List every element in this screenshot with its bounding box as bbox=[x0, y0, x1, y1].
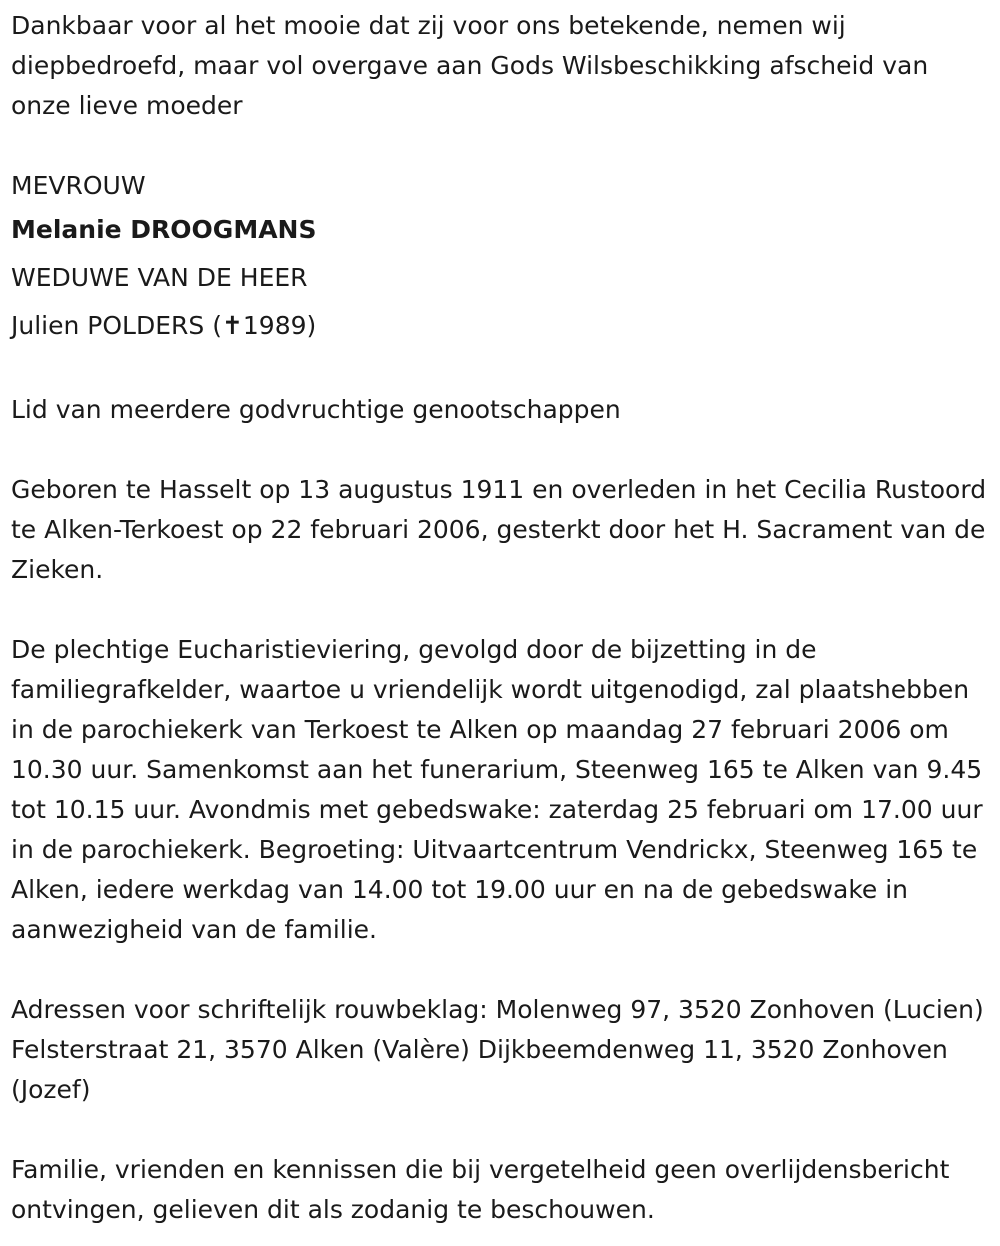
birth-death-paragraph: Geboren te Hasselt op 13 augustus 1911 en overleden in het Cecilia Rustoord te Alken-Terkoest op 22 februari 2006, gesterkt door het H. Sacrament van de Zieken. bbox=[11, 475, 987, 584]
title-prefix: MEVROUW bbox=[11, 171, 146, 200]
membership-paragraph: Lid van meerdere godvruchtige genootschappen bbox=[11, 395, 621, 424]
cross-icon: ✝ bbox=[221, 311, 243, 340]
spouse-death-year: 1989) bbox=[242, 311, 317, 340]
spouse-name: Julien POLDERS ( bbox=[11, 311, 222, 340]
name-block bbox=[11, 166, 995, 350]
deceased-name: Melanie DROOGMANS bbox=[11, 215, 317, 244]
spacer bbox=[11, 590, 995, 630]
ceremony-paragraph: De plechtige Eucharistieviering, gevolgd door de bijzetting in de familiegrafkelder, waartoe u vriendelijk wordt uitgenodigd, zal plaatshebben in de parochiekerk van Terkoest te Alken op maandag 27 februari 2006 om 10.30 uur. Samenkomst aan het funerarium, Steenweg 165 te Alken van 9.45 tot 10.15 uur. Avondmis met gebedswake: zaterdag 25 februari om 17.00 uur in de parochiekerk. Begroeting: Uitvaartcentrum Vendrickx, Steenweg 165 te Alken, iedere werkdag van 14.00 tot 19.00 uur en na de gebedswake in aanwezigheid van de familie. bbox=[11, 635, 983, 944]
obituary-text bbox=[11, 6, 995, 1230]
addresses-paragraph: Adressen voor schriftelijk rouwbeklag: Molenweg 97, 3520 Zonhoven (Lucien) Felsterstraat 21, 3570 Alken (Valère) Dijkbeemdenweg 11, 3520 Zonhoven (Jozef) bbox=[11, 995, 984, 1104]
widow-of: WEDUWE VAN DE HEER bbox=[11, 263, 308, 292]
spacer bbox=[11, 1110, 995, 1150]
closing-paragraph: Familie, vrienden en kennissen die bij vergetelheid geen overlijdensbericht ontvingen, gelieven dit als zodanig te beschouwen. bbox=[11, 1155, 950, 1224]
spacer bbox=[11, 126, 995, 166]
spacer bbox=[11, 350, 995, 390]
spacer bbox=[11, 950, 995, 990]
intro-paragraph: Dankbaar voor al het mooie dat zij voor ons betekende, nemen wij diepbedroefd, maar vol overgave aan Gods Wilsbeschikking afscheid van onze lieve moeder bbox=[11, 11, 929, 120]
spacer bbox=[11, 430, 995, 470]
spouse-line bbox=[11, 302, 995, 350]
